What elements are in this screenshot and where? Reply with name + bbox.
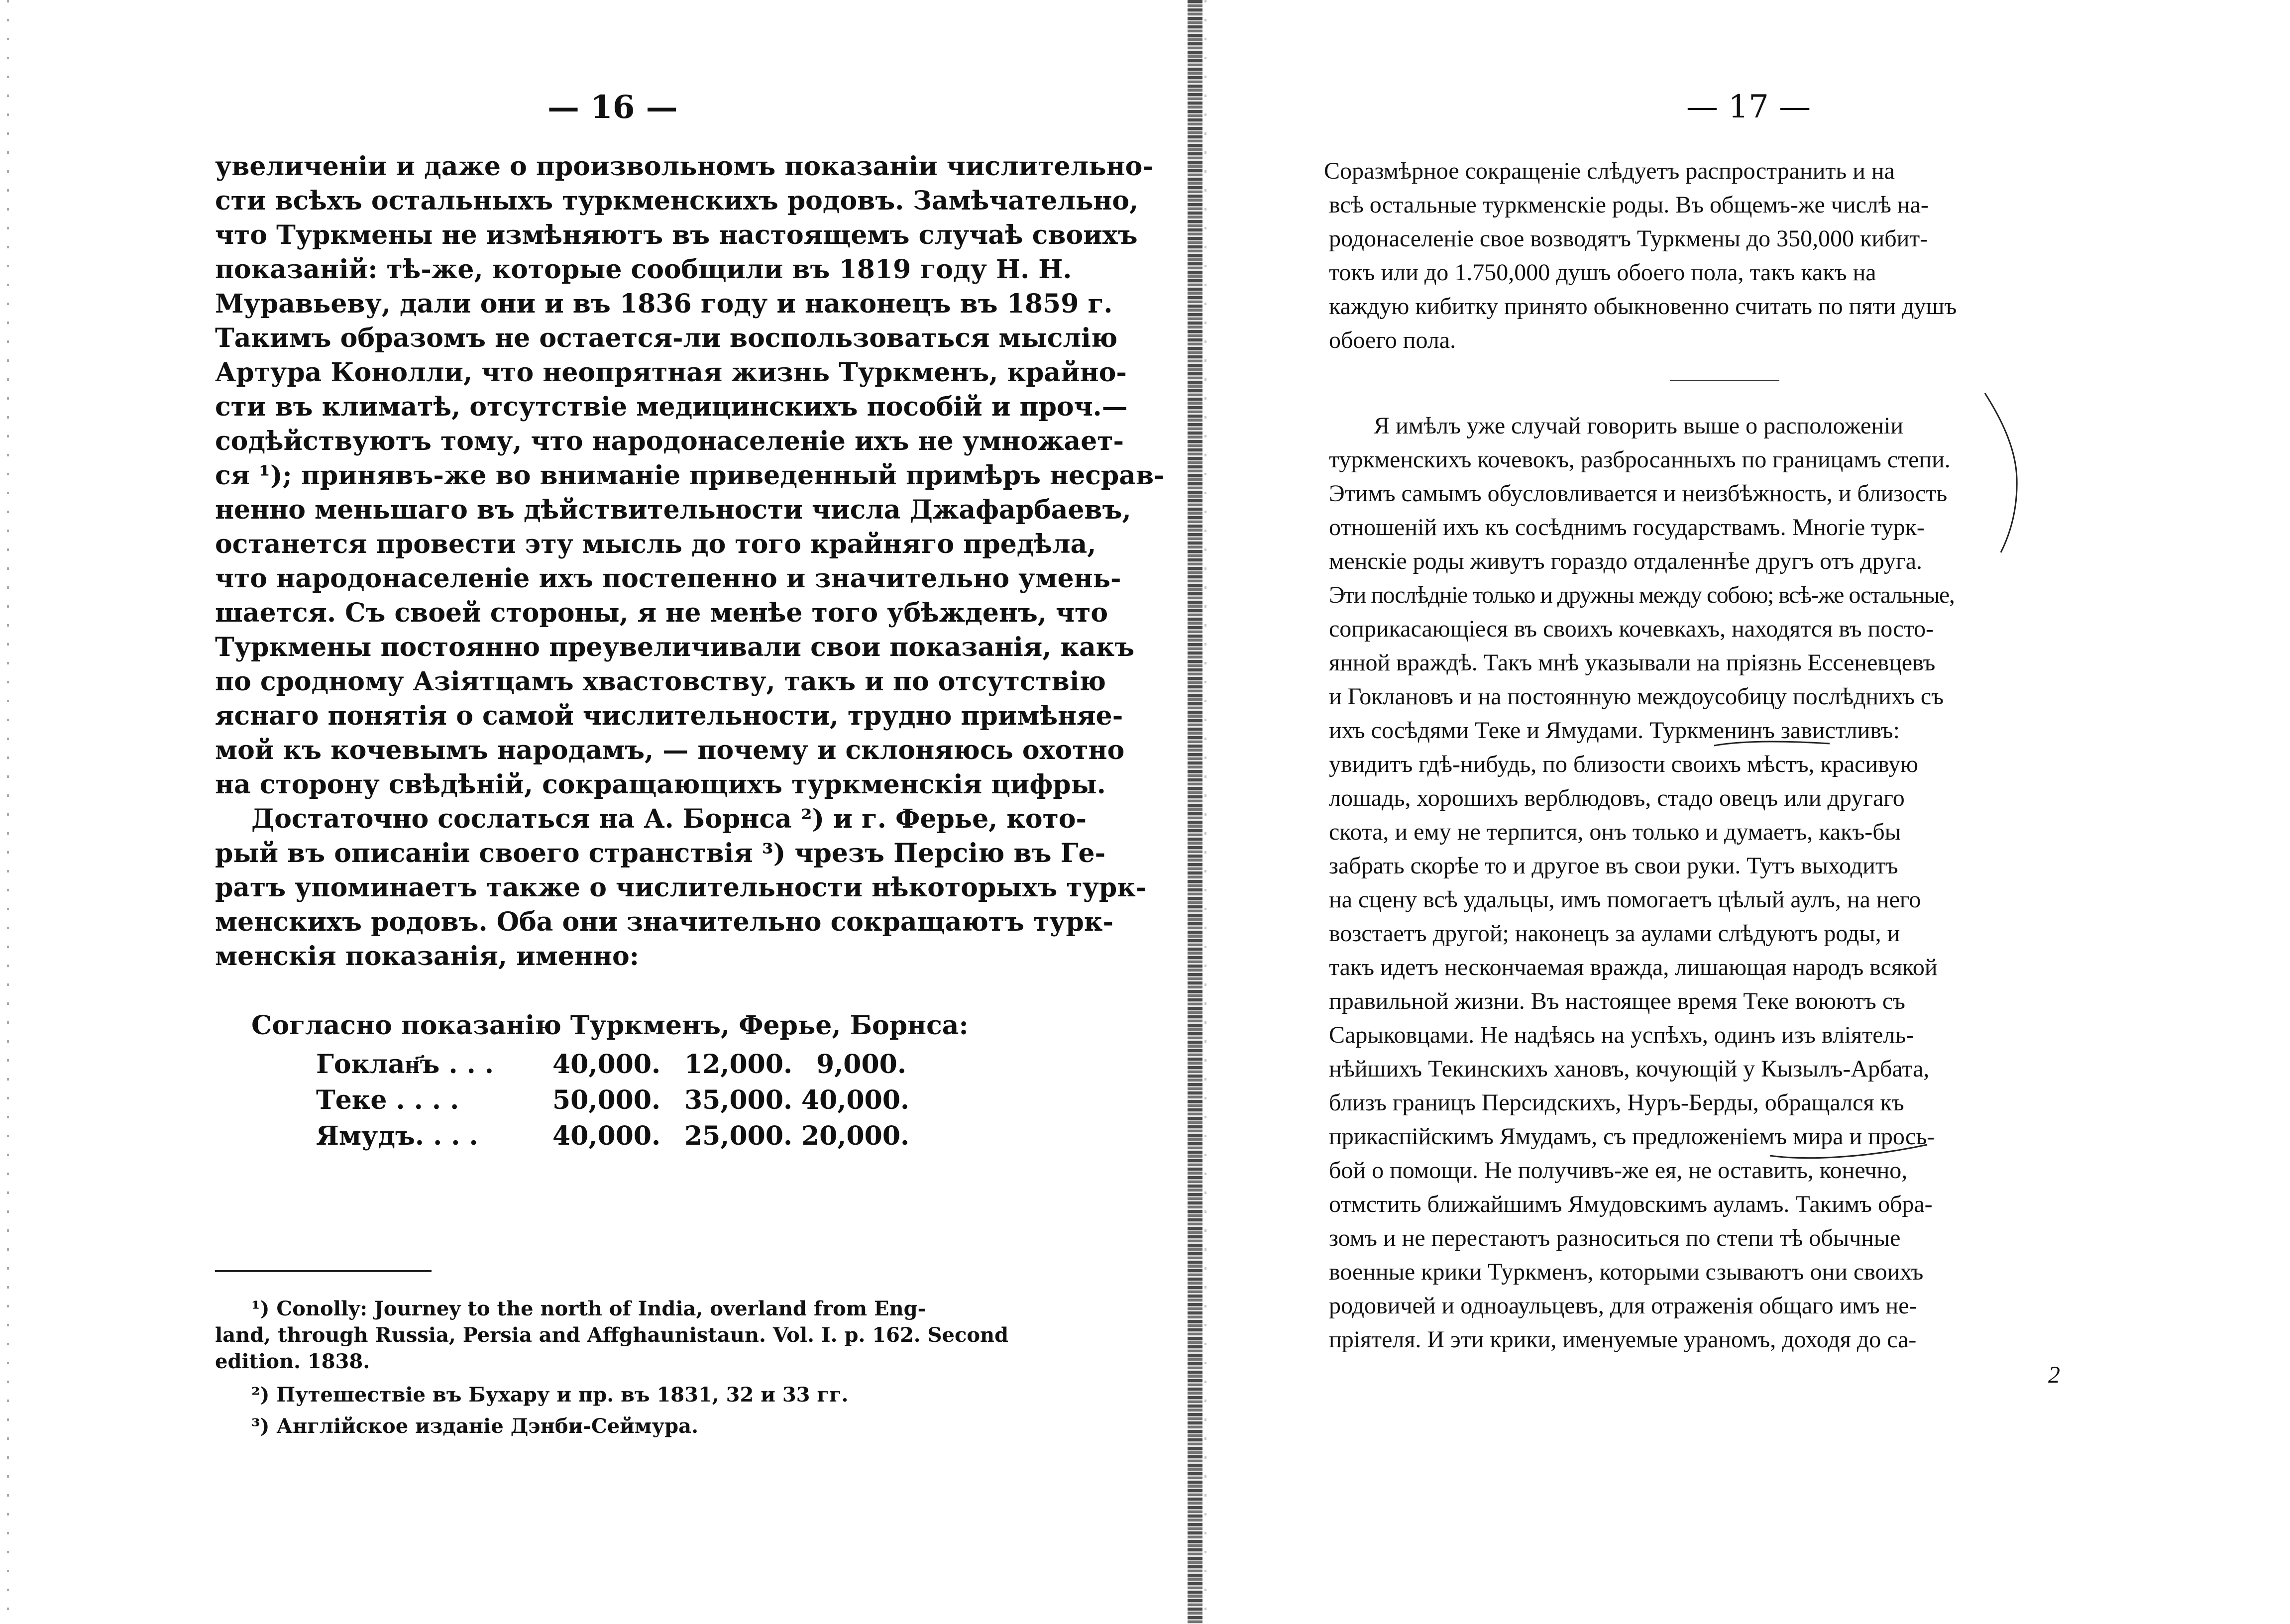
footnote-line: ¹) Conolly: Journey to the north of India, overland from Eng- — [251, 1297, 926, 1320]
text-line: на сторону свѣдѣній, сокращающихъ туркменскія цифры. — [215, 769, 1106, 800]
text-line: обоего пола. — [1329, 327, 1456, 353]
table-caption: Согласно показанію Туркменъ, Ферье, Борнса: — [251, 1010, 969, 1041]
text-line: пріятеля. И эти крики, именуемые ураномъ, доходя до са- — [1329, 1326, 1917, 1353]
row-turkmen-value: 40,000. — [552, 1121, 661, 1151]
row-tribe-name: Теке . . . . — [316, 1085, 459, 1115]
text-line: родовичей и одноаульцевъ, для отраженія общаго имъ не- — [1329, 1293, 1917, 1319]
text-line: нѣйшихъ Текинскихъ хановъ, кочующій у Кызылъ-Арбата, — [1329, 1056, 1930, 1082]
text-line: содѣйствуютъ тому, что народонаселеніе ихъ не умножает- — [215, 426, 1124, 456]
text-line: возстаетъ другой; наконецъ за аулами слѣдуютъ роды, и — [1329, 920, 1900, 947]
text-line: скота, и ему не терпится, онъ только и думаетъ, какъ-бы — [1329, 819, 1901, 845]
text-line: токъ или до 1.750,000 душъ обоего пола, такъ какъ на — [1329, 259, 1876, 286]
text-line: Достаточно сослаться на А. Борнса ²) и г. Ферье, кото- — [251, 804, 1087, 834]
text-line: соприкасающіеся въ своихъ кочевкахъ, находятся въ посто- — [1329, 616, 1934, 642]
row-ferrier-value: 12,000. — [684, 1049, 793, 1080]
text-line: рый въ описаніи своего странствія ³) чрезъ Персію въ Ге- — [215, 838, 1106, 868]
row-tribe-name: Ямудъ. . . . — [316, 1121, 478, 1151]
footnote-rule — [215, 1270, 432, 1272]
margin-bracket-annotation — [1981, 388, 2026, 557]
text-line: мой къ кочевымъ народамъ, — почему и склоняюсь охотно — [215, 735, 1125, 765]
text-line: каждую кибитку принято обыкновенно считать по пяти душъ — [1329, 293, 1957, 320]
text-line: ненно меньшаго въ дѣйствительности числа Джафарбаевъ, — [215, 495, 1131, 525]
row-burnes-value: 40,000. — [801, 1085, 910, 1115]
text-line: Эти послѣдніе только и дружны между собою; всѣ-же остальные, — [1329, 582, 1955, 608]
text-line: на сцену всѣ удальцы, имъ помогаетъ цѣлый аулъ, на него — [1329, 886, 1921, 913]
book-gutter — [1188, 0, 1202, 1624]
text-line: увидитъ гдѣ-нибудь, по близости своихъ мѣстъ, красивую — [1329, 751, 1919, 777]
text-line: близъ границъ Персидскихъ, Нуръ-Берды, обращался къ — [1329, 1089, 1904, 1116]
text-line: что Туркмены не измѣняютъ въ настоящемъ случаѣ своихъ — [215, 220, 1138, 250]
text-line: что народонаселеніе ихъ постепенно и значительно умень- — [215, 563, 1121, 594]
text-line: ихъ сосѣдями Теке и Ямудами. Туркменинъ завистливъ: — [1329, 717, 1900, 744]
text-line: останется провести эту мысль до того крайняго предѣла, — [215, 529, 1096, 559]
section-divider — [1670, 380, 1779, 381]
text-line: Этимъ самымъ обусловливается и неизбѣжность, и близость — [1329, 480, 1948, 507]
row-ferrier-value: 25,000. — [684, 1121, 793, 1151]
row-burnes-value: 20,000. — [801, 1121, 910, 1151]
row-tribe-name: Гоклан҃ъ . . . — [316, 1049, 494, 1080]
text-line: яснаго понятія о самой числительности, трудно примѣняе- — [215, 701, 1123, 731]
row-ferrier-value: 35,000. — [684, 1085, 793, 1115]
text-line: родонаселеніе свое возводятъ Туркмены до 350,000 кибит- — [1329, 225, 1928, 252]
text-line: шается. Съ своей стороны, я не менѣе того убѣжденъ, что — [215, 598, 1108, 628]
right-page — [1204, 0, 2290, 1624]
text-line: Соразмѣрное сокращеніе слѣдуетъ распространить и на — [1324, 158, 1895, 184]
text-line: ратъ упоминаетъ также о числительности нѣкоторыхъ турк- — [215, 872, 1147, 903]
text-line: янной враждѣ. Такъ мнѣ указывали на пріязнь Ессеневцевъ — [1329, 650, 1936, 676]
row-burnes-value: 9,000. — [816, 1049, 906, 1080]
text-line: менскіе роды живутъ гораздо отдаленнѣе другъ отъ друга. — [1329, 548, 1923, 574]
text-line: лошадь, хорошихъ верблюдовъ, стадо овецъ или другаго — [1329, 785, 1905, 811]
text-line: и Гоклановъ и на постоянную междоусобицу послѣднихъ съ — [1329, 683, 1944, 710]
text-line: Я имѣлъ уже случай говорить выше о расположеніи — [1374, 413, 1904, 439]
text-line: менскія показанія, именно: — [215, 941, 639, 972]
text-line: Такимъ образомъ не остается-ли воспользоваться мыслію — [215, 323, 1118, 353]
text-line: отношеній ихъ къ сосѣднимъ государствамъ. Многіе турк- — [1329, 514, 1925, 541]
text-line: зомъ и не перестаютъ разноситься по степи тѣ обычные — [1329, 1225, 1901, 1251]
text-line: туркменскихъ кочевокъ, разбросанныхъ по границамъ степи. — [1329, 446, 1951, 473]
text-line: всѣ остальные туркменскіе роды. Въ общемъ-же числѣ на- — [1329, 192, 1929, 218]
text-line: сти всѣхъ остальныхъ туркменскихъ родовъ. Замѣчательно, — [215, 186, 1139, 216]
footnote-line: ³) Англійское изданіе Дэнби-Сеймура. — [251, 1414, 698, 1438]
text-line: такъ идетъ нескончаемая вражда, лишающая народъ всякой — [1329, 954, 1938, 980]
text-line: увеличеніи и даже о произвольномъ показаніи числительно- — [215, 151, 1153, 182]
row-turkmen-value: 50,000. — [552, 1085, 661, 1115]
text-line: сти въ климатѣ, отсутствіе медицинскихъ пособій и проч.— — [215, 392, 1128, 422]
text-line: менскихъ родовъ. Оба они значительно сокращаютъ турк- — [215, 907, 1114, 937]
page-number-16: — 16 — — [547, 89, 678, 126]
row-turkmen-value: 40,000. — [552, 1049, 661, 1080]
underline-annotation — [1712, 737, 1832, 752]
text-line: отмстить ближайшимъ Ямудовскимъ ауламъ. Такимъ обра- — [1329, 1191, 1933, 1217]
text-line: Артура Конолли, что неопрятная жизнь Туркменъ, крайно- — [215, 357, 1127, 388]
text-line: забрать скорѣе то и другое въ свои руки. Тутъ выходитъ — [1329, 853, 1898, 879]
text-line: по сродному Азіятцамъ хвастовству, такъ и по отсутствію — [215, 666, 1106, 697]
text-line: показаній: тѣ-же, которые сообщили въ 1819 году Н. Н. — [215, 254, 1072, 285]
text-line: Муравьеву, дали они и въ 1836 году и наконецъ въ 1859 г. — [215, 289, 1113, 319]
footnote-line: ²) Путешествіе въ Бухару и пр. въ 1831, 32 и 33 гг. — [251, 1383, 849, 1407]
text-line: ся ¹); принявъ-же во вниманіе приведенный примѣръ несрав- — [215, 460, 1165, 491]
text-line: бой о помощи. Не получивъ-же ея, не оставить, конечно, — [1329, 1157, 1908, 1184]
text-line: Сарыковцами. Не надѣясь на успѣхъ, одинъ изъ вліятель- — [1329, 1022, 1914, 1048]
name-underline-annotation — [1767, 1141, 1931, 1161]
footnote-line: edition. 1838. — [215, 1350, 370, 1373]
signature-mark: 2 — [2048, 1362, 2060, 1388]
text-line: правильной жизни. Въ настоящее время Теке воюютъ съ — [1329, 988, 1905, 1014]
page-number-17: — 17 — — [1686, 89, 1811, 125]
footnote-line: land, through Russia, Persia and Affghaunistaun. Vol. I. p. 162. Second — [215, 1323, 1009, 1347]
text-line: военные крики Туркменъ, которыми сзываютъ они своихъ — [1329, 1259, 1924, 1285]
text-line: Туркмены постоянно преувеличивали свои показанія, какъ — [215, 632, 1135, 662]
text-line: прикаспійскимъ Ямудамъ, съ предложеніемъ мира и прось- — [1329, 1123, 1935, 1150]
